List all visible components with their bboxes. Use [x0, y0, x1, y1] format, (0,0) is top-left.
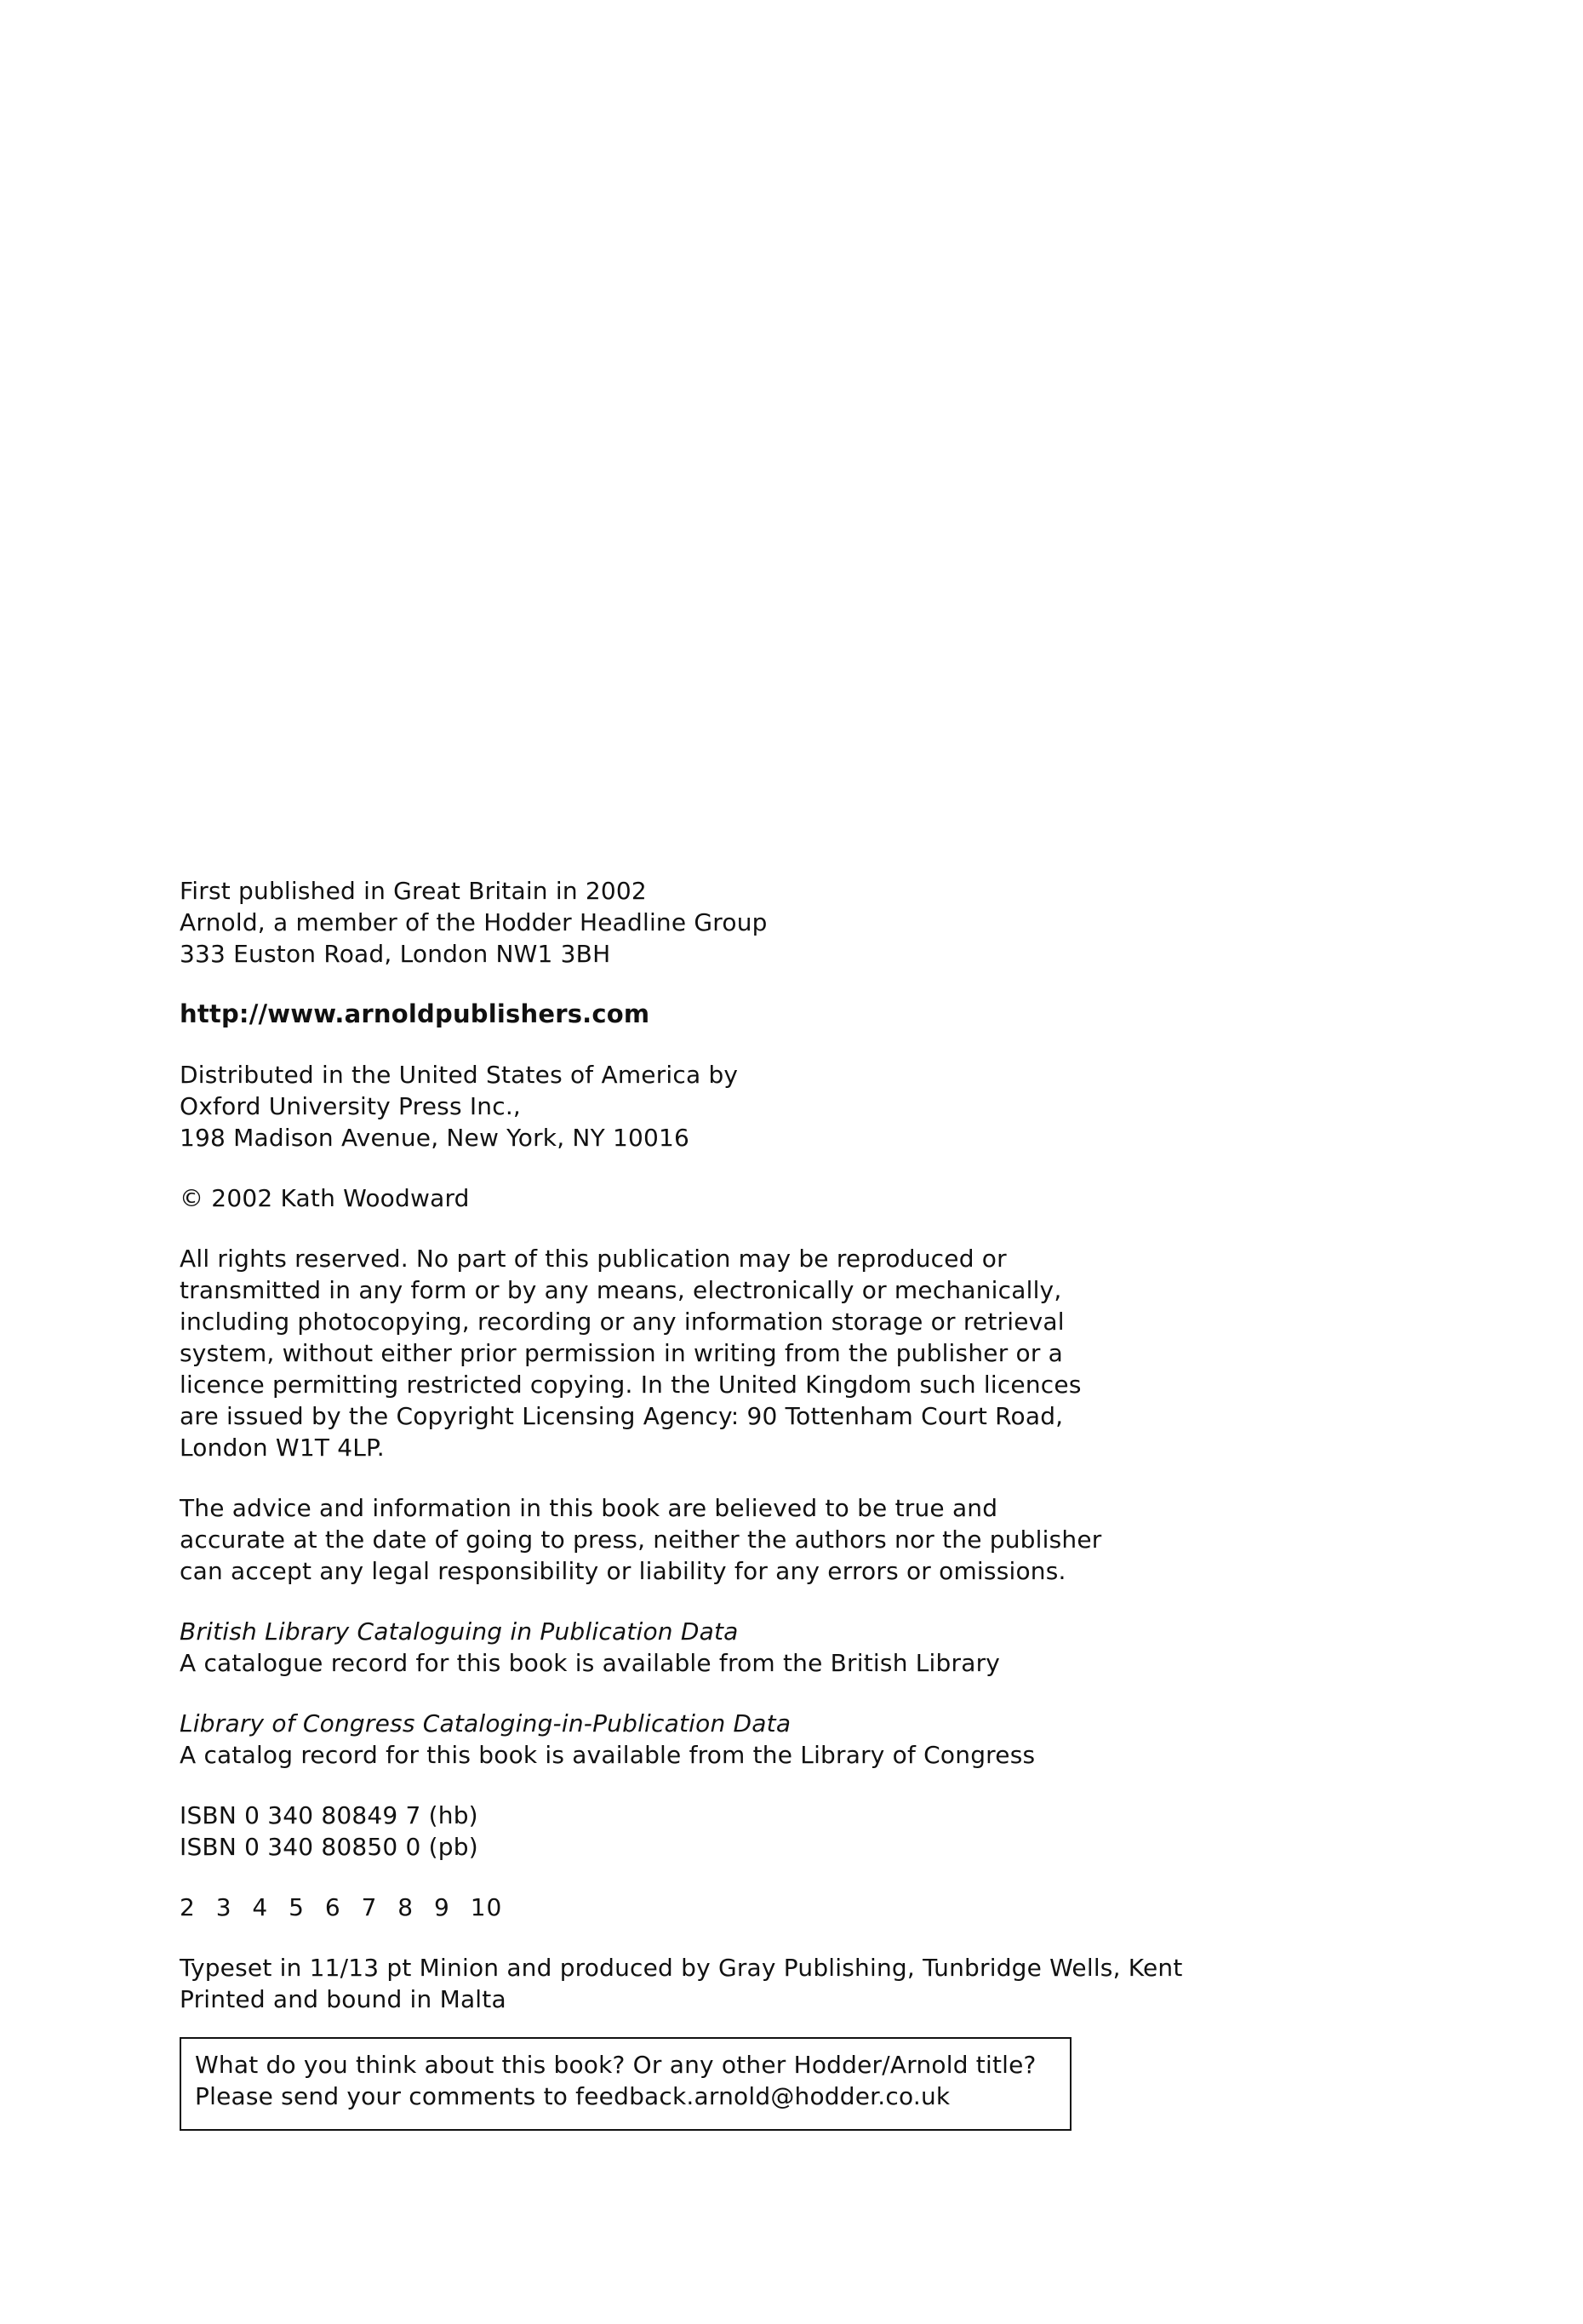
british-library-heading: British Library Cataloguing in Publication Data	[180, 1617, 739, 1646]
advice-line: accurate at the date of going to press, neither the authors nor the publisher	[180, 1525, 1102, 1554]
rights-line: system, without either prior permission in writing from the publisher or a	[180, 1339, 1064, 1367]
isbn-paperback: ISBN 0 340 80850 0 (pb)	[180, 1833, 478, 1861]
spacer	[180, 2015, 1312, 2037]
copyright-line: © 2002 Kath Woodward	[180, 1184, 470, 1212]
congress-text: A catalog record for this book is available from the Library of Congress	[180, 1741, 1036, 1769]
spacer	[180, 1463, 1312, 1492]
spacer	[180, 1214, 1312, 1243]
spacer	[180, 1030, 1312, 1059]
advice-line: The advice and information in this book are believed to be true and	[180, 1494, 998, 1522]
advice-line: can accept any legal responsibility or liability for any errors or omissions.	[180, 1557, 1066, 1585]
british-library-cip	[180, 1616, 1312, 1679]
imprint-content	[180, 875, 1312, 2131]
production-info	[180, 1952, 1312, 2015]
british-library-text: A catalogue record for this book is available from the British Library	[180, 1649, 1001, 1677]
spacer	[180, 1923, 1312, 1952]
first-published-line: First published in Great Britain in 2002	[180, 877, 647, 905]
rights-paragraph	[180, 1243, 1312, 1463]
isbn-hardback: ISBN 0 340 80849 7 (hb)	[180, 1801, 478, 1829]
spacer	[180, 1863, 1312, 1892]
rights-line: All rights reserved. No part of this publication may be reproduced or	[180, 1245, 1007, 1273]
rights-line: licence permitting restricted copying. In the United Kingdom such licences	[180, 1371, 1082, 1399]
feedback-box	[180, 2037, 1072, 2131]
rights-line: including photocopying, recording or any information storage or retrieval	[180, 1308, 1065, 1336]
isbn-block	[180, 1800, 1312, 1863]
feedback-email-line[interactable]: Please send your comments to feedback.arnold@hodder.co.uk	[195, 2082, 951, 2110]
distribution-line-2: Oxford University Press Inc.,	[180, 1092, 522, 1120]
printer-key-line: 2 3 4 5 6 7 8 9 10	[180, 1893, 503, 1921]
typeset-line: Typeset in 11/13 pt Minion and produced by Gray Publishing, Tunbridge Wells, Kent	[180, 1954, 1183, 1982]
advice-paragraph	[180, 1492, 1312, 1587]
spacer	[180, 1153, 1312, 1182]
distribution-line-1: Distributed in the United States of America by	[180, 1061, 739, 1089]
printed-line: Printed and bound in Malta	[180, 1985, 506, 2013]
printer-key-block	[180, 1892, 1312, 1923]
rights-line: London W1T 4LP.	[180, 1434, 385, 1462]
publisher-address-line: 333 Euston Road, London NW1 3BH	[180, 940, 611, 968]
congress-cip	[180, 1708, 1312, 1771]
distribution-line-3: 198 Madison Avenue, New York, NY 10016	[180, 1124, 690, 1152]
congress-heading: Library of Congress Cataloging-in-Publication Data	[180, 1709, 792, 1737]
publisher-url-link[interactable]: http://www.arnoldpublishers.com	[180, 999, 650, 1028]
publisher-line: Arnold, a member of the Hodder Headline Group	[180, 908, 768, 936]
rights-line: are issued by the Copyright Licensing Agency: 90 Tottenham Court Road,	[180, 1402, 1064, 1430]
spacer	[180, 1587, 1312, 1616]
publisher-url-block	[180, 999, 1312, 1030]
spacer	[180, 1771, 1312, 1800]
copyright-notice	[180, 1182, 1312, 1214]
publication-info	[180, 875, 1312, 970]
spacer	[180, 1679, 1312, 1708]
rights-line: transmitted in any form or by any means, electronically or mechanically,	[180, 1276, 1062, 1304]
feedback-question: What do you think about this book? Or any other Hodder/Arnold title?	[195, 2051, 1037, 2079]
distribution-info	[180, 1059, 1312, 1153]
spacer	[180, 970, 1312, 999]
